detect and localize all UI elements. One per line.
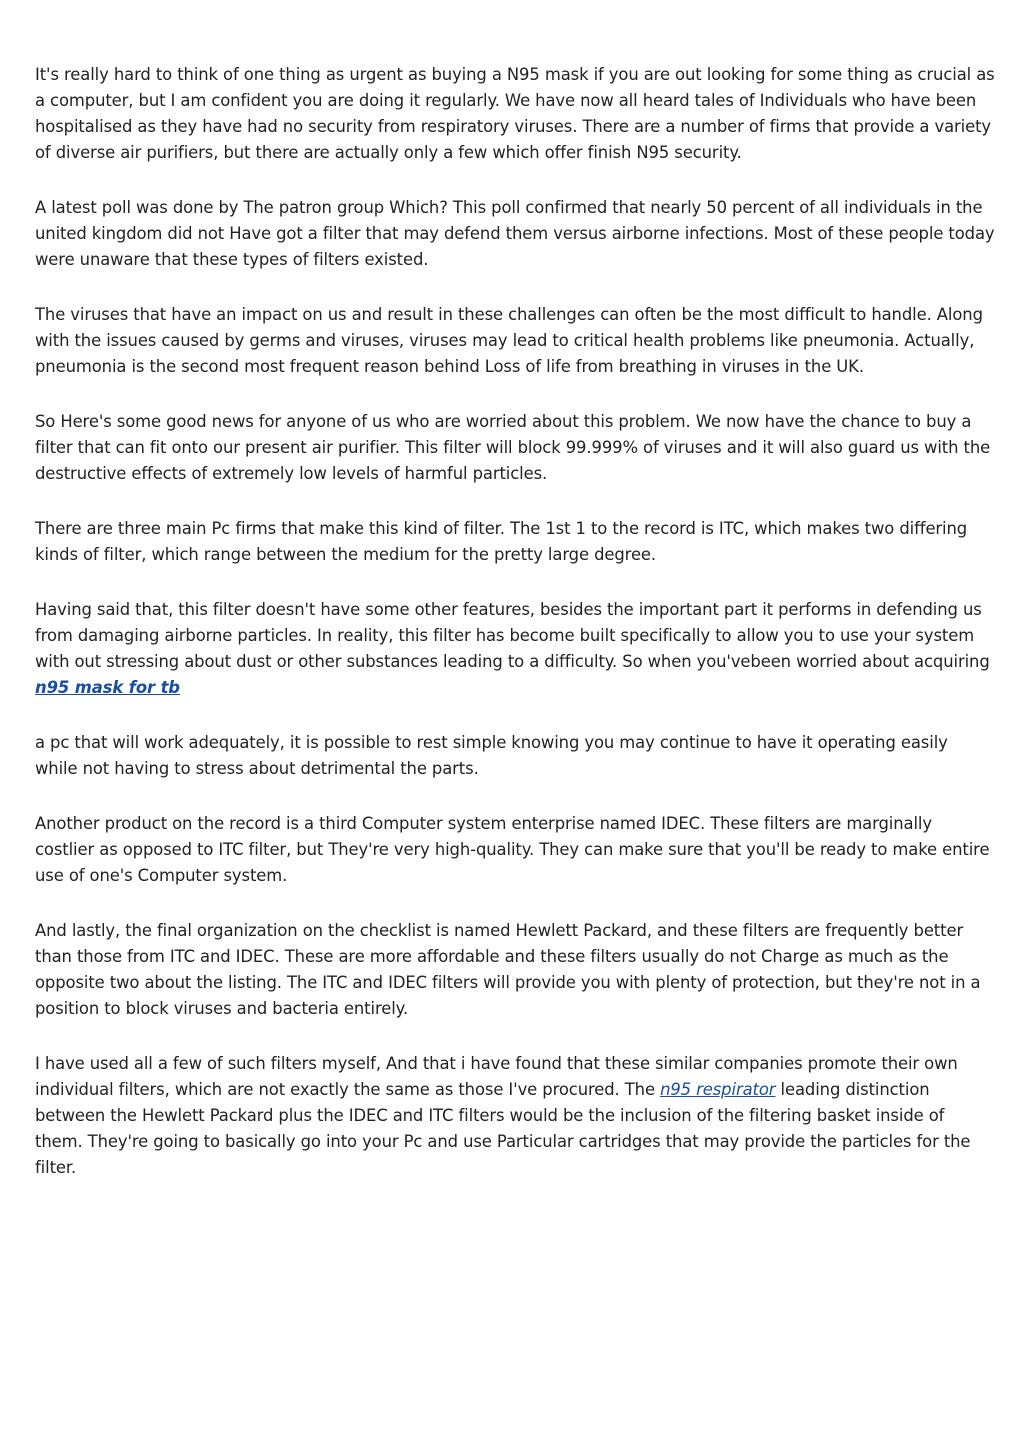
paragraph-3: The viruses that have an impact on us and result in these challenges can often be the most difficult to handle. Along with the issues caused by germs and viruses, viruses may lead to critical health problems like pneumonia. Actually, pneumonia is the second most frequent reason behind Loss of life from breathing in viruses in the UK. [35, 305, 983, 376]
paragraph-10-before: I have used all a few of such filters myself, And that i have found that these similar companies promote their own individual filters, which are not exactly the same as those I've procured. The [35, 1054, 958, 1099]
paragraph-10-after: leading distinction between the Hewlett Packard plus the IDEC and ITC filters would be the inclusion of the filtering basket inside of them. They're going to basically go into your Pc and use Particular cartridges that may provide the particles for the filter. [35, 1080, 971, 1177]
paragraph-4: So Here's some good news for anyone of us who are worried about this problem. We now have the chance to buy a filter that can fit onto our present air purifier. This filter will block 99.999% of viruses and it will also guard us with the destructive effects of extremely low levels of harmful particles. [35, 412, 991, 483]
n95-respirator-link[interactable]: n95 respirator [660, 1080, 776, 1099]
paragraph-5: There are three main Pc firms that make this kind of filter. The 1st 1 to the record is ITC, which makes two differing kinds of filter, which range between the medium for the pretty large degree. [35, 519, 968, 564]
paragraph-9: And lastly, the final organization on the checklist is named Hewlett Packard, and these filters are frequently better than those from ITC and IDEC. These are more affordable and these filters usually do not Charge as much as the opposite two about the listing. The ITC and IDEC filters will provide you with plenty of protection, but they're not in a position to block viruses and bacteria entirely. [35, 921, 981, 1018]
n95-mask-link[interactable]: n95 mask for tb [35, 678, 180, 697]
document-body [35, 62, 995, 1210]
paragraph-6 [35, 597, 995, 701]
paragraph-7: a pc that will work adequately, it is possible to rest simple knowing you may continue to have it operating easily while not having to stress about detrimental the parts. [35, 733, 948, 778]
paragraph-2: A latest poll was done by The patron group Which? This poll confirmed that nearly 50 percent of all individuals in the united kingdom did not Have got a filter that may defend them versus airborne infections. Most of these people today were unaware that these types of filters existed. [35, 198, 995, 269]
paragraph-10 [35, 1051, 995, 1181]
paragraph-1: It's really hard to think of one thing as urgent as buying a N95 mask if you are out looking for some thing as crucial as a computer, but I am confident you are doing it regularly. We have now all heard tales of Individuals who have been hospitalised as they have had no security from respiratory viruses. There are a number of firms that provide a variety of diverse air purifiers, but there are actually only a few which offer finish N95 security. [35, 65, 995, 162]
paragraph-8: Another product on the record is a third Computer system enterprise named IDEC. These filters are marginally costlier as opposed to ITC filter, but They're very high-quality. They can make sure that you'll be ready to make entire use of one's Computer system. [35, 814, 990, 885]
paragraph-6-text: Having said that, this filter doesn't have some other features, besides the important part it performs in defending us from damaging airborne particles. In reality, this filter has become built specifically to allow you to use your system with out stressing about dust or other substances leading to a difficulty. So when you'vebeen worried about acquiring [35, 600, 990, 671]
